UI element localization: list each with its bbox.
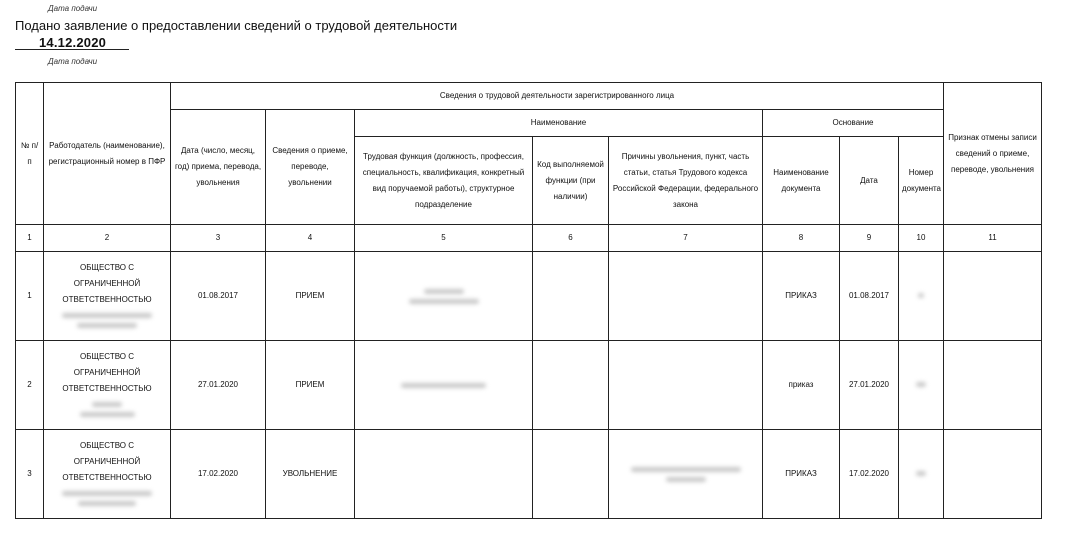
header-cancel-sign: Признак отмены записи сведений о приеме, переводе, увольнения — [944, 83, 1042, 225]
code-cell — [533, 430, 609, 519]
doc-name: приказ — [763, 341, 840, 430]
column-number: 5 — [355, 225, 533, 252]
event-type: УВОЛЬНЕНИЕ — [266, 430, 355, 519]
header-doc-number: Номер документа — [899, 137, 944, 225]
header-info: Сведения о приеме, переводе, увольнении — [266, 110, 355, 225]
page-title: Подано заявление о предоставлении сведений о трудовой деятельности — [15, 18, 458, 33]
function-cell — [355, 430, 533, 519]
header-naming: Наименование — [355, 110, 763, 137]
event-date: 17.02.2020 — [171, 430, 266, 519]
event-date: 27.01.2020 — [171, 341, 266, 430]
header-num: № п/п — [16, 83, 44, 225]
event-type: ПРИЕМ — [266, 252, 355, 341]
header-basis: Основание — [763, 110, 944, 137]
employment-records-table — [15, 82, 1042, 519]
redacted-text — [916, 382, 926, 387]
employer-line: ОБЩЕСТВО С — [80, 262, 134, 272]
employer-line: ОГРАНИЧЕННОЙ — [73, 367, 141, 377]
header-reasons: Причины увольнения, пункт, часть статьи, статья Трудового кодекса Российской Федерации, федерального закона — [609, 137, 763, 225]
header-employment-info: Сведения о трудовой деятельности зарегистрированного лица — [171, 83, 944, 110]
header-doc-date: Дата — [840, 137, 899, 225]
employer-cell — [44, 430, 171, 519]
header-code: Код выполняемой функции (при наличии) — [533, 137, 609, 225]
column-number: 3 — [171, 225, 266, 252]
column-number: 4 — [266, 225, 355, 252]
employer-line: ОТВЕТСТВЕННОСТЬЮ — [62, 383, 152, 393]
function-cell — [355, 252, 533, 341]
submission-date: 14.12.2020 — [39, 35, 107, 50]
column-number: 1 — [16, 225, 44, 252]
employer-line: ОТВЕТСТВЕННОСТЬЮ — [62, 294, 152, 304]
redacted-text — [424, 289, 464, 294]
redacted-text — [62, 491, 152, 496]
bottom-date-label: Дата подачи — [48, 57, 98, 66]
column-number: 11 — [944, 225, 1042, 252]
reasons-cell — [609, 252, 763, 341]
employer-cell — [44, 341, 171, 430]
employer-line: ОГРАНИЧЕННОЙ — [73, 278, 141, 288]
redacted-text — [916, 471, 926, 476]
reasons-cell — [609, 430, 763, 519]
row-num: 1 — [16, 252, 44, 341]
redacted-text — [666, 477, 706, 482]
employer-line: ОБЩЕСТВО С — [80, 440, 134, 450]
table-row — [16, 430, 1042, 519]
doc-date: 27.01.2020 — [840, 341, 899, 430]
doc-date: 17.02.2020 — [840, 430, 899, 519]
redacted-text — [80, 412, 135, 417]
code-cell — [533, 252, 609, 341]
function-cell — [355, 341, 533, 430]
doc-number-cell — [899, 430, 944, 519]
header-date: Дата (число, месяц, год) приема, перевода, увольнения — [171, 110, 266, 225]
header-doc-name: Наименование документа — [763, 137, 840, 225]
header-function: Трудовая функция (должность, профессия, специальность, квалификация, конкретный вид поручаемой работы), структурное подразделение — [355, 137, 533, 225]
redacted-text — [62, 313, 152, 318]
column-number: 6 — [533, 225, 609, 252]
doc-number-cell — [899, 252, 944, 341]
table-row — [16, 341, 1042, 430]
redacted-text — [631, 467, 741, 472]
top-date-label: Дата подачи — [48, 4, 98, 13]
doc-number-cell — [899, 341, 944, 430]
column-number: 7 — [609, 225, 763, 252]
redacted-text — [918, 293, 924, 298]
employer-line: ОБЩЕСТВО С — [80, 351, 134, 361]
column-number: 9 — [840, 225, 899, 252]
event-type: ПРИЕМ — [266, 341, 355, 430]
redacted-text — [92, 402, 122, 407]
row-num: 3 — [16, 430, 44, 519]
column-number: 10 — [899, 225, 944, 252]
redacted-text — [78, 501, 136, 506]
event-date: 01.08.2017 — [171, 252, 266, 341]
cancel-sign-cell — [944, 252, 1042, 341]
doc-date: 01.08.2017 — [840, 252, 899, 341]
table-row — [16, 252, 1042, 341]
column-number: 8 — [763, 225, 840, 252]
redacted-text — [409, 299, 479, 304]
redacted-text — [77, 323, 137, 328]
row-num: 2 — [16, 341, 44, 430]
code-cell — [533, 341, 609, 430]
column-number: 2 — [44, 225, 171, 252]
reasons-cell — [609, 341, 763, 430]
employer-cell — [44, 252, 171, 341]
employer-line: ОГРАНИЧЕННОЙ — [73, 456, 141, 466]
doc-name: ПРИКАЗ — [763, 430, 840, 519]
header-employer: Работодатель (наименование), регистрационный номер в ПФР — [44, 83, 171, 225]
employer-line: ОТВЕТСТВЕННОСТЬЮ — [62, 472, 152, 482]
cancel-sign-cell — [944, 341, 1042, 430]
redacted-text — [401, 383, 486, 388]
cancel-sign-cell — [944, 430, 1042, 519]
doc-name: ПРИКАЗ — [763, 252, 840, 341]
